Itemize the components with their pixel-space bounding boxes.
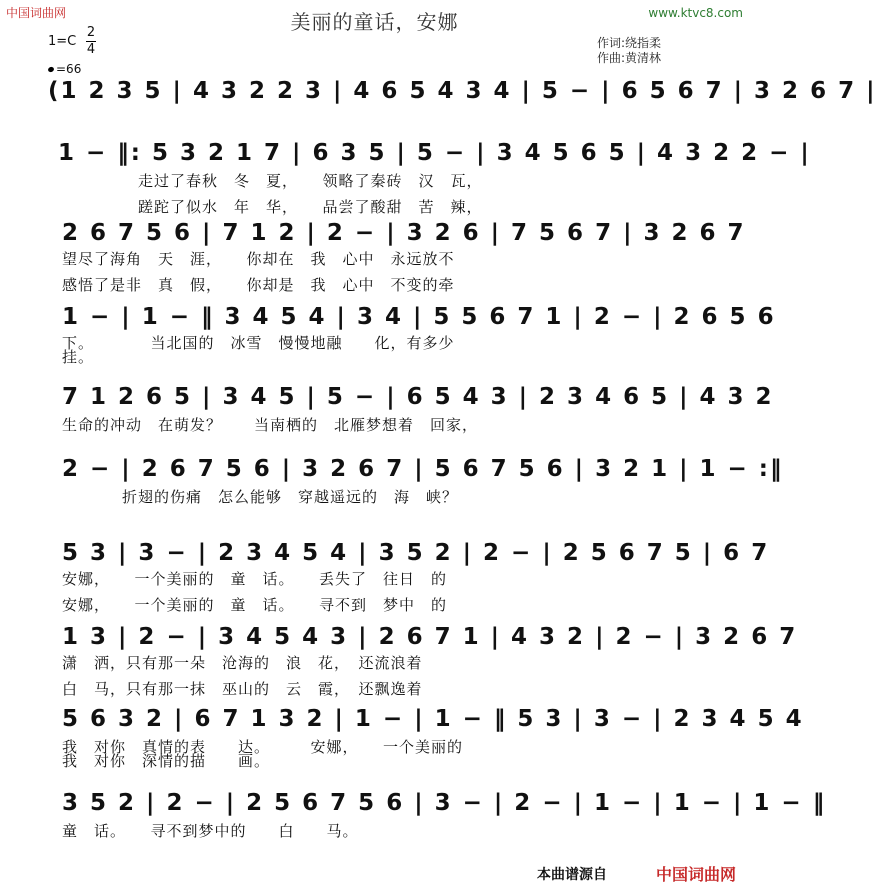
site-watermark-left: 中国词曲网 [6, 6, 67, 20]
score-row-6 [58, 456, 784, 506]
score-row-1 [44, 78, 877, 118]
notes-row-5: 7 1 2 6 5 | 3 4 5 | 5 − | 6 5 4 3 | 2 3 4 6 5 | 4 3 2 [62, 384, 774, 410]
notes-row-6: 2 − | 2 6 7 5 6 | 3 2 6 7 | 5 6 7 5 6 | 3 2 1 | 1 − :‖ [62, 456, 784, 482]
song-title: 美丽的童话，安娜 [290, 10, 459, 34]
lyricist-credit: 作词:绕指柔 [597, 36, 662, 50]
lyrics-row-7-v2: 安娜， 一个美丽的 童 话。 寻不到 梦中 的 [62, 596, 448, 614]
score-row-10 [58, 790, 827, 840]
lyrics-row-3-v2: 感悟了是非 真 假， 你却是 我 心中 不变的牵 [62, 276, 455, 294]
score-row-9 [58, 706, 804, 770]
lyrics-row-9-v2: 我 对你 深情的描 画。 [62, 752, 271, 770]
site-watermark-right: www.ktvc8.com [648, 6, 743, 20]
lyrics-row-8-v2: 白 马，只有那一抹 巫山的 云 霞， 还飘逸着 [62, 680, 423, 698]
time-sig-top: 2 [86, 25, 96, 40]
footer-site: 中国词曲网 [656, 865, 737, 884]
notes-row-2: 1 − ‖: 5 3 2 1 7 | 6 3 5 | 5 − | 3 4 5 6 5 | 4 3 2 2 − | [58, 140, 811, 166]
composer-credit: 作曲:黄清林 [597, 51, 662, 65]
quarter-note-icon [47, 66, 54, 73]
lyrics-row-4-v1: 下。 当北国的 冰雪 慢慢地融 化，有多少 [62, 334, 455, 352]
lyrics-row-7-v1: 安娜， 一个美丽的 童 话。 丢失了 往日 的 [62, 570, 448, 588]
notes-row-4: 1 − | 1 − ‖ 3 4 5 4 | 3 4 | 5 5 6 7 1 | 2 − | 2 6 5 6 [62, 304, 776, 330]
lyrics-row-4-v2: 挂。 [62, 348, 95, 366]
time-sig-bottom: 4 [86, 42, 96, 57]
lyrics-row-3-v1: 望尽了海角 天 涯， 你却在 我 心中 永远放不 [62, 250, 455, 268]
notes-row-1: (1 2 3 5 | 4 3 2 2 3 | 4 6 5 4 3 4 | 5 − | 6 5 6 7 | 3 2 6 7 | [48, 78, 877, 104]
score-row-4 [58, 304, 776, 366]
lyrics-row-2-v2: 蹉跎了似水 年 华， 品尝了酸甜 苦 辣， [138, 198, 483, 216]
score-row-3 [58, 220, 746, 294]
lyrics-row-6-v1: 折翅的伤痛 怎么能够 穿越遥远的 海 峡？ [122, 488, 459, 506]
score-row-8 [58, 624, 798, 698]
lyrics-row-2-v1: 走过了春秋 冬 夏， 领略了秦砖 汉 瓦， [138, 172, 483, 190]
score-row-5 [58, 384, 774, 434]
key-signature: 1=C [48, 34, 77, 49]
notes-row-3: 2 6 7 5 6 | 7 1 2 | 2 − | 3 2 6 | 7 5 6 7 | 3 2 6 7 [62, 220, 746, 246]
score-row-7 [58, 540, 770, 614]
notes-row-9: 5 6 3 2 | 6 7 1 3 2 | 1 − | 1 − ‖ 5 3 | 3 − | 2 3 4 5 4 [62, 706, 804, 732]
lyrics-row-10-v1: 童 话。 寻不到梦中的 白 马。 [62, 822, 359, 840]
lyrics-row-5-v1: 生命的冲动 在萌发？ 当南栖的 北雁梦想着 回家， [62, 416, 479, 434]
lyrics-row-8-v1: 潇 洒，只有那一朵 沧海的 浪 花， 还流浪着 [62, 654, 423, 672]
notes-row-7: 5 3 | 3 − | 2 3 4 5 4 | 3 5 2 | 2 − | 2 5 6 7 5 | 6 7 [62, 540, 770, 566]
time-signature [86, 26, 96, 57]
lyrics-row-9-v1: 我 对你 真情的表 达。 安娜， 一个美丽的 [62, 738, 464, 756]
credits [597, 36, 661, 66]
tempo-marking: =66 [48, 62, 81, 76]
notes-row-10: 3 5 2 | 2 − | 2 5 6 7 5 6 | 3 − | 2 − | 1 − | 1 − | 1 − ‖ [62, 790, 827, 816]
score-row-2 [58, 140, 811, 216]
footer-source: 本曲谱源自 [537, 867, 607, 883]
notes-row-8: 1 3 | 2 − | 3 4 5 4 3 | 2 6 7 1 | 4 3 2 | 2 − | 3 2 6 7 [62, 624, 798, 650]
